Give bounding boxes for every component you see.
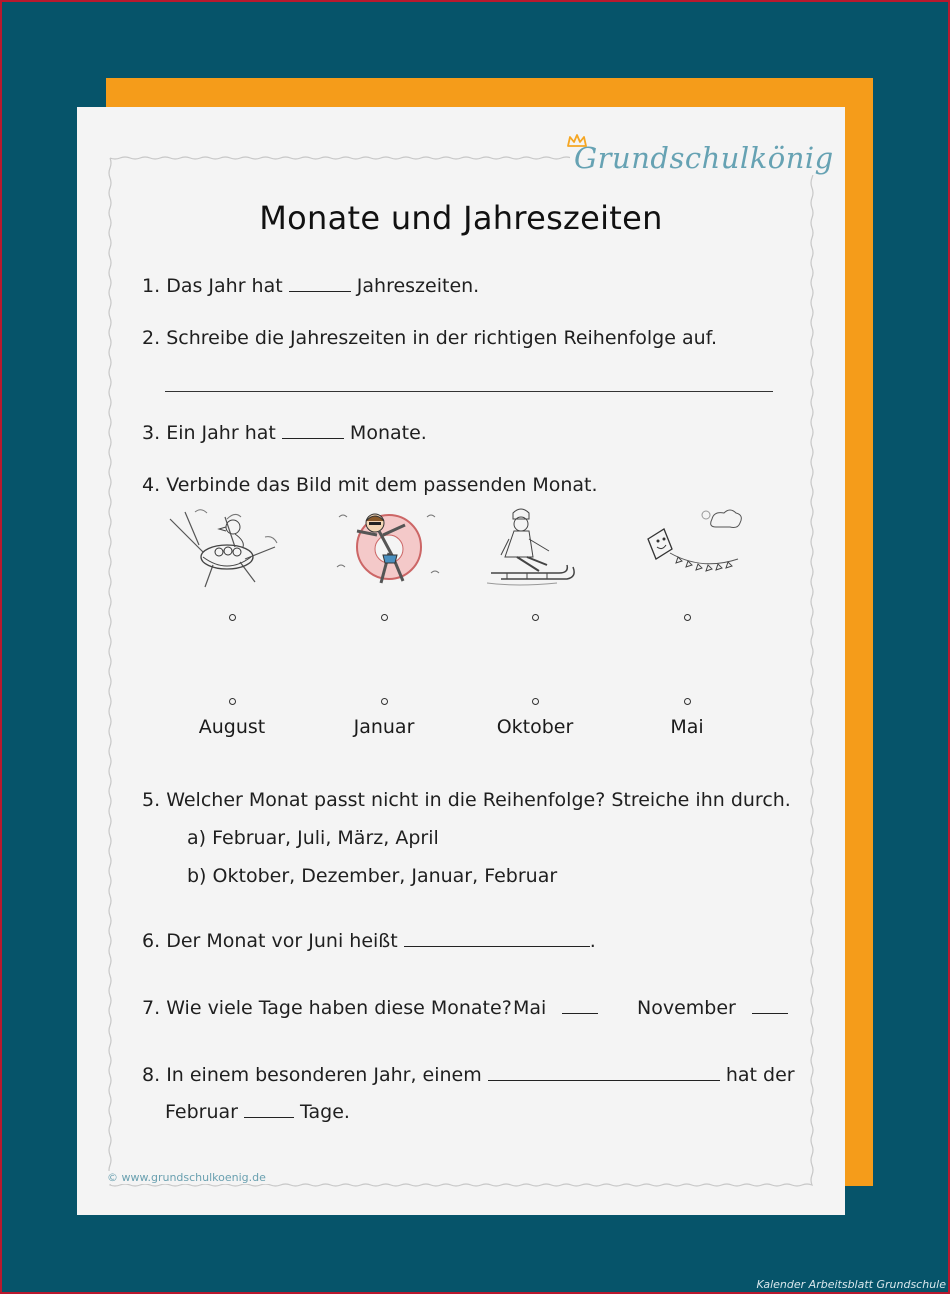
connect-dot-bottom[interactable] xyxy=(229,698,236,705)
q7-month-mai xyxy=(513,997,598,1019)
answer-blank[interactable] xyxy=(488,1065,720,1081)
question-text: Monate. xyxy=(349,422,427,444)
question-5a xyxy=(187,827,439,849)
question-text: Tage. xyxy=(300,1101,350,1123)
month-name: Mai xyxy=(513,997,547,1019)
question-text: Welcher Monat passt nicht in die Reihenfolge? Streiche ihn durch. xyxy=(166,789,791,811)
swimming-child-picture xyxy=(331,507,447,589)
question-5b xyxy=(187,865,557,887)
q7-month-november xyxy=(637,997,788,1019)
question-5 xyxy=(142,789,791,811)
question-text: Jahreszeiten. xyxy=(356,275,480,297)
question-number: 1. xyxy=(142,275,161,297)
connect-dot-top[interactable] xyxy=(229,614,236,621)
connect-dot-bottom[interactable] xyxy=(381,698,388,705)
question-number: 2. xyxy=(142,327,161,349)
question-text: Schreibe die Jahreszeiten in der richtigen Reihenfolge auf. xyxy=(166,327,717,349)
worksheet-paper xyxy=(77,107,845,1215)
answer-blank[interactable] xyxy=(752,998,788,1014)
answer-blank[interactable] xyxy=(244,1102,294,1118)
question-text: hat der xyxy=(725,1064,795,1086)
question-4 xyxy=(142,474,598,496)
connect-dot-top[interactable] xyxy=(684,614,691,621)
question-text: Der Monat vor Juni heißt xyxy=(166,930,398,952)
month-name: November xyxy=(637,997,736,1019)
question-text: Ein Jahr hat xyxy=(166,422,276,444)
question-number: 4. xyxy=(142,474,161,496)
kite-picture xyxy=(642,507,758,589)
question-number: 5. xyxy=(142,789,161,811)
sub-label: a) xyxy=(187,827,207,849)
question-number: 8. xyxy=(142,1064,161,1086)
connect-dot-bottom[interactable] xyxy=(532,698,539,705)
answer-blank[interactable] xyxy=(289,276,351,292)
sub-label: b) xyxy=(187,865,207,887)
footer-url: © www.grundschulkoenig.de xyxy=(107,1171,272,1184)
month-label: Januar xyxy=(353,716,415,738)
crown-icon xyxy=(567,134,587,148)
worksheet-title: Monate und Jahreszeiten xyxy=(259,199,663,237)
question-text: Wie viele Tage haben diese Monate? xyxy=(166,997,512,1019)
bird-nest-picture xyxy=(165,507,281,589)
answer-blank[interactable] xyxy=(562,998,598,1014)
question-text: Februar xyxy=(165,1101,238,1123)
month-sequence[interactable]: Februar, Juli, März, April xyxy=(212,827,439,849)
question-number: 6. xyxy=(142,930,161,952)
connect-dot-bottom[interactable] xyxy=(684,698,691,705)
question-6 xyxy=(142,930,596,952)
question-number: 7. xyxy=(142,997,161,1019)
question-text: Das Jahr hat xyxy=(166,275,283,297)
question-3 xyxy=(142,422,427,444)
question-8-line-2 xyxy=(165,1101,350,1123)
answer-blank[interactable] xyxy=(404,931,590,947)
question-text: . xyxy=(589,930,596,952)
logo-text: Grundschulkönig xyxy=(574,141,834,175)
answer-blank[interactable] xyxy=(282,423,344,439)
month-sequence[interactable]: Oktober, Dezember, Januar, Februar xyxy=(212,865,558,887)
connect-dot-top[interactable] xyxy=(532,614,539,621)
question-text: In einem besonderen Jahr, einem xyxy=(166,1064,482,1086)
question-7 xyxy=(142,997,512,1019)
answer-line[interactable] xyxy=(165,391,773,392)
question-text: Verbinde das Bild mit dem passenden Monat. xyxy=(166,474,598,496)
question-1 xyxy=(142,275,479,297)
wavy-border xyxy=(77,107,845,1215)
month-label: Oktober xyxy=(496,716,574,738)
month-label: Mai xyxy=(670,716,704,738)
sledding-child-picture xyxy=(487,507,603,589)
month-label: August xyxy=(198,716,266,738)
question-number: 3. xyxy=(142,422,161,444)
question-2 xyxy=(142,327,717,349)
connect-dot-top[interactable] xyxy=(381,614,388,621)
question-8 xyxy=(142,1064,795,1086)
brand-logo xyxy=(570,141,838,175)
image-caption: Kalender Arbeitsblatt Grundschule xyxy=(756,1278,946,1291)
